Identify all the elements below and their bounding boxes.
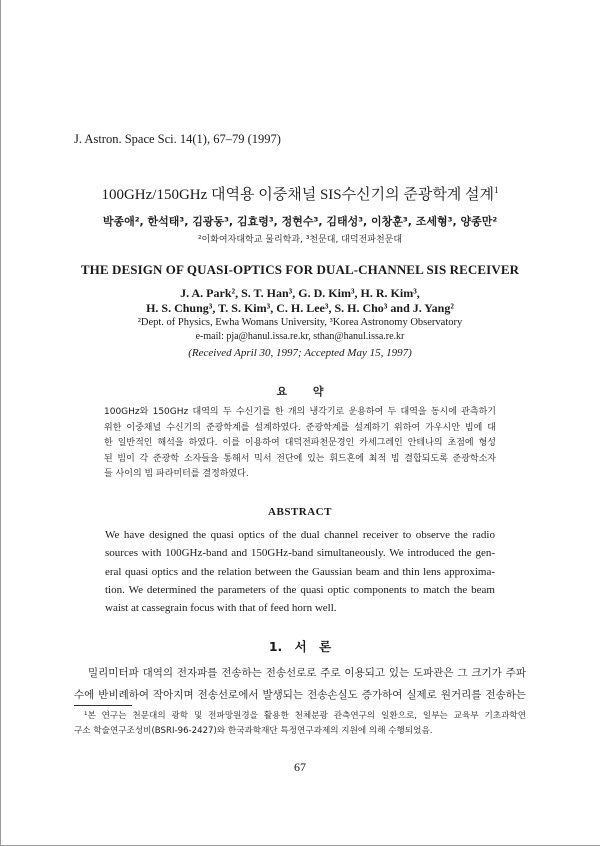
korean-abstract: [104, 405, 496, 483]
korean-title-footnote-mark: 1: [494, 185, 499, 195]
journal-reference: J. Astron. Space Sci. 14(1), 67–79 (1997): [74, 132, 281, 146]
english-authors-line-2: H. S. Chung³, T. S. Kim³, C. H. Lee³, S. H. Cho³ and J. Yang²: [146, 301, 454, 315]
korean-title: [0, 183, 600, 204]
footnote: [74, 709, 526, 739]
abstract-line: tion. We determined the parameters of the quasi optic components to match the beam: [105, 583, 495, 596]
abstract-line: We have designed the quasi optics of the dual channel receiver to observe the radio: [105, 529, 495, 541]
abstract-line: sources with 100GHz-band and 150GHz-band simultaneously. We introduced the gen-: [105, 547, 495, 560]
page-number: 67: [294, 760, 306, 774]
korean-title-text: 100GHz/150GHz 대역용 이중채널 SIS수신기의 준광학계 설계: [101, 187, 495, 203]
korean-authors: 박종애², 한석태³, 김광동³, 김효령³, 정현수³, 김태성³, 이창훈³, 조세형³, 양종만²: [102, 215, 498, 228]
korean-abstract-line: 들 사이의 빔 파라미터를 결정하였다.: [104, 469, 249, 479]
korean-abstract-line: 100GHz와 150GHz 대역의 두 수신기를 한 개의 냉각기로 운용하여 두 대역을 동시에 관측하기: [104, 407, 496, 417]
korean-affiliation: ²이화여자대학교 물리학과, ³천문대, 대덕전파천문대: [197, 235, 403, 245]
received-dates: (Received April 30, 1997; Accepted May 15, 1997): [188, 347, 412, 359]
abstract-line: eral quasi optics and the relation between the Gaussian beam and thin lens approxima-: [105, 565, 495, 578]
abstract-heading: ABSTRACT: [268, 506, 332, 518]
body-line: 밀리미터파 대역의 전자파를 전송하는 전송선로로 주로 이용되고 있는 도파관은 그 크기가 주파: [88, 667, 526, 679]
email-addresses: e-mail: pja@hanul.issa.re.kr, sthan@hanul.issa.re.kr: [195, 331, 405, 342]
korean-abstract-line: 한 일반적인 해석을 하였다. 이를 이용하여 대덕전파천문경인 카세그레인 안테나의 초점에 형성: [104, 438, 496, 448]
english-title: THE DESIGN OF QUASI-OPTICS FOR DUAL-CHANNEL SIS RECEIVER: [80, 262, 520, 277]
footnote-rule: [74, 705, 132, 706]
footnote-line: 구소 학술연구조성비(BSRI-96-2427)와 한국과학재단 특정연구과제의 지원에 의해 수행되었음.: [74, 726, 433, 736]
english-authors-line-1: J. A. Park², S. T. Han³, G. D. Kim³, H. R. Kim³,: [180, 286, 420, 300]
korean-abstract-line: 위한 이중채널 수신기의 준광학계를 설계하였다. 준광학계를 설계하기 위하여 가우시안 빔에 대: [104, 422, 496, 433]
korean-abstract-line: 된 빔이 각 준광학 소자들을 통해서 믹서 전단에 있는 휘드혼에 최적 빔 결합되도록 준광학소자: [104, 453, 496, 464]
korean-abstract-heading: 요 약: [276, 385, 324, 398]
body-line: 수에 반비례하여 작아지며 전송선로에서 발생되는 전송손실도 증가하여 실제로 원거리를 전송하는: [74, 689, 526, 701]
section-heading-introduction: 1. 서 론: [268, 639, 332, 654]
footnote-line: ¹본 연구는 천문대의 광학 및 전파망원경을 활용한 천체분광 관측연구의 일환으로, 일부는 교육부 기초과학연: [84, 711, 526, 721]
english-affiliation: ²Dept. of Physics, Ewha Womans University, ³Korea Astronomy Observatory: [137, 317, 463, 328]
english-abstract: [105, 526, 495, 617]
abstract-line: waist at cassegrain focus with that of feed horn well.: [105, 602, 337, 615]
body-text: [74, 662, 526, 706]
